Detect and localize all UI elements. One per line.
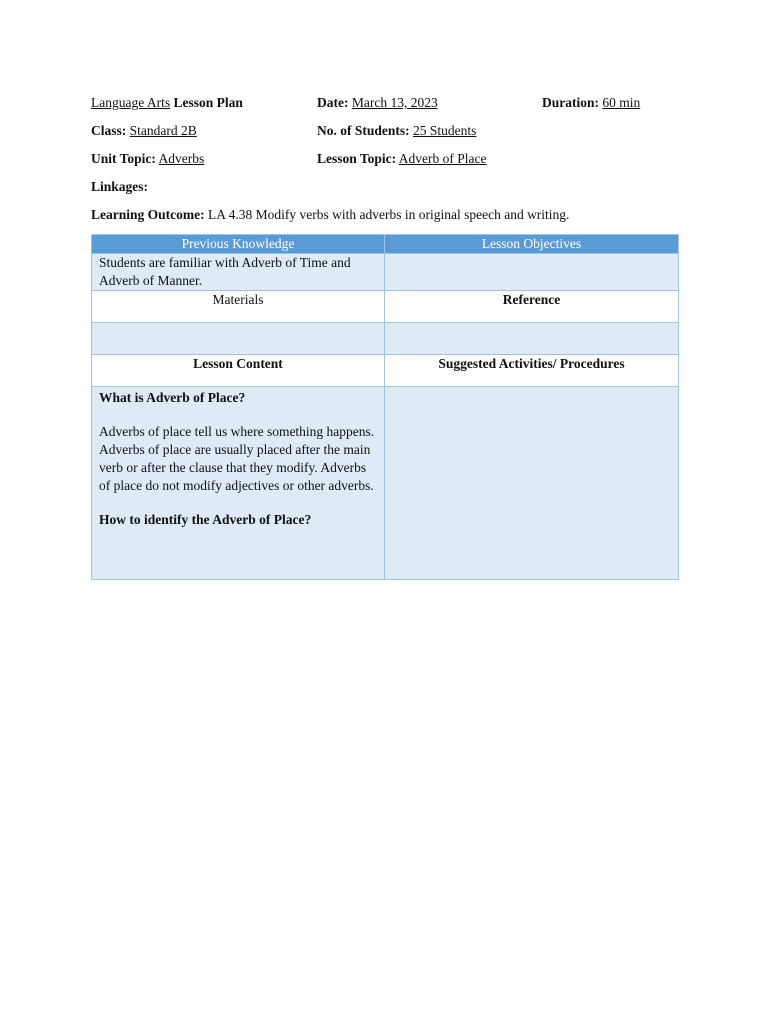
unit-topic-field	[91, 151, 204, 167]
learning-outcome-field	[91, 207, 569, 223]
suggested-activities-header: Suggested Activities/ Procedures	[385, 355, 679, 387]
suggested-activities-cell	[385, 387, 679, 580]
lesson-topic-value: Adverb of Place	[398, 151, 487, 166]
header-row-5	[91, 207, 678, 227]
reference-header: Reference	[385, 291, 679, 323]
lesson-topic-field	[317, 151, 487, 167]
linkages-field	[91, 179, 148, 195]
class-label: Class:	[91, 123, 127, 138]
linkages-label: Linkages:	[91, 179, 149, 194]
previous-knowledge-header: Previous Knowledge	[92, 235, 385, 254]
plan-label: Lesson Plan	[173, 95, 243, 110]
duration-label: Duration:	[542, 95, 599, 110]
header-row-4	[91, 179, 678, 199]
lesson-plan-table	[91, 234, 679, 580]
table-row	[92, 355, 679, 387]
plan-title	[91, 95, 243, 111]
duration-field	[542, 95, 640, 111]
previous-knowledge-cell: Students are familiar with Adverb of Time and Adverb of Manner.	[92, 254, 385, 291]
content-paragraph: Adverbs of place tell us where something happens. Adverbs of place are usually placed after the main verb or after the clause that they modify. Adverbs of place do not modify adjectives or other adverbs.	[99, 424, 375, 493]
subject-value: Language Arts	[91, 95, 171, 110]
header-row-2	[91, 123, 678, 143]
table-row	[92, 254, 679, 291]
table-header-row	[92, 235, 679, 254]
learning-outcome-label: Learning Outcome:	[91, 207, 205, 222]
learning-outcome-value: LA 4.38 Modify verbs with adverbs in original speech and writing.	[208, 207, 570, 222]
header-row-1	[91, 95, 678, 115]
unit-topic-label: Unit Topic:	[91, 151, 156, 166]
date-field	[317, 95, 438, 111]
students-label: No. of Students:	[317, 123, 410, 138]
table-row	[92, 387, 679, 580]
content-question: How to identify the Adverb of Place?	[99, 512, 312, 527]
lesson-content-cell	[92, 387, 385, 580]
table-row	[92, 291, 679, 323]
class-value: Standard 2B	[129, 123, 197, 138]
date-value: March 13, 2023	[351, 95, 438, 110]
date-label: Date:	[317, 95, 349, 110]
lesson-topic-label: Lesson Topic:	[317, 151, 397, 166]
students-field	[317, 123, 476, 139]
students-value: 25 Students	[413, 123, 477, 138]
reference-cell	[385, 323, 679, 355]
materials-cell	[92, 323, 385, 355]
lesson-objectives-cell	[385, 254, 679, 291]
unit-topic-value: Adverbs	[158, 151, 205, 166]
class-field	[91, 123, 197, 139]
table-row	[92, 323, 679, 355]
materials-header: Materials	[92, 291, 385, 323]
header-row-3	[91, 151, 678, 171]
lesson-objectives-header: Lesson Objectives	[385, 235, 679, 254]
content-heading: What is Adverb of Place?	[99, 390, 246, 405]
lesson-content-header: Lesson Content	[92, 355, 385, 387]
duration-value: 60 min	[602, 95, 641, 110]
